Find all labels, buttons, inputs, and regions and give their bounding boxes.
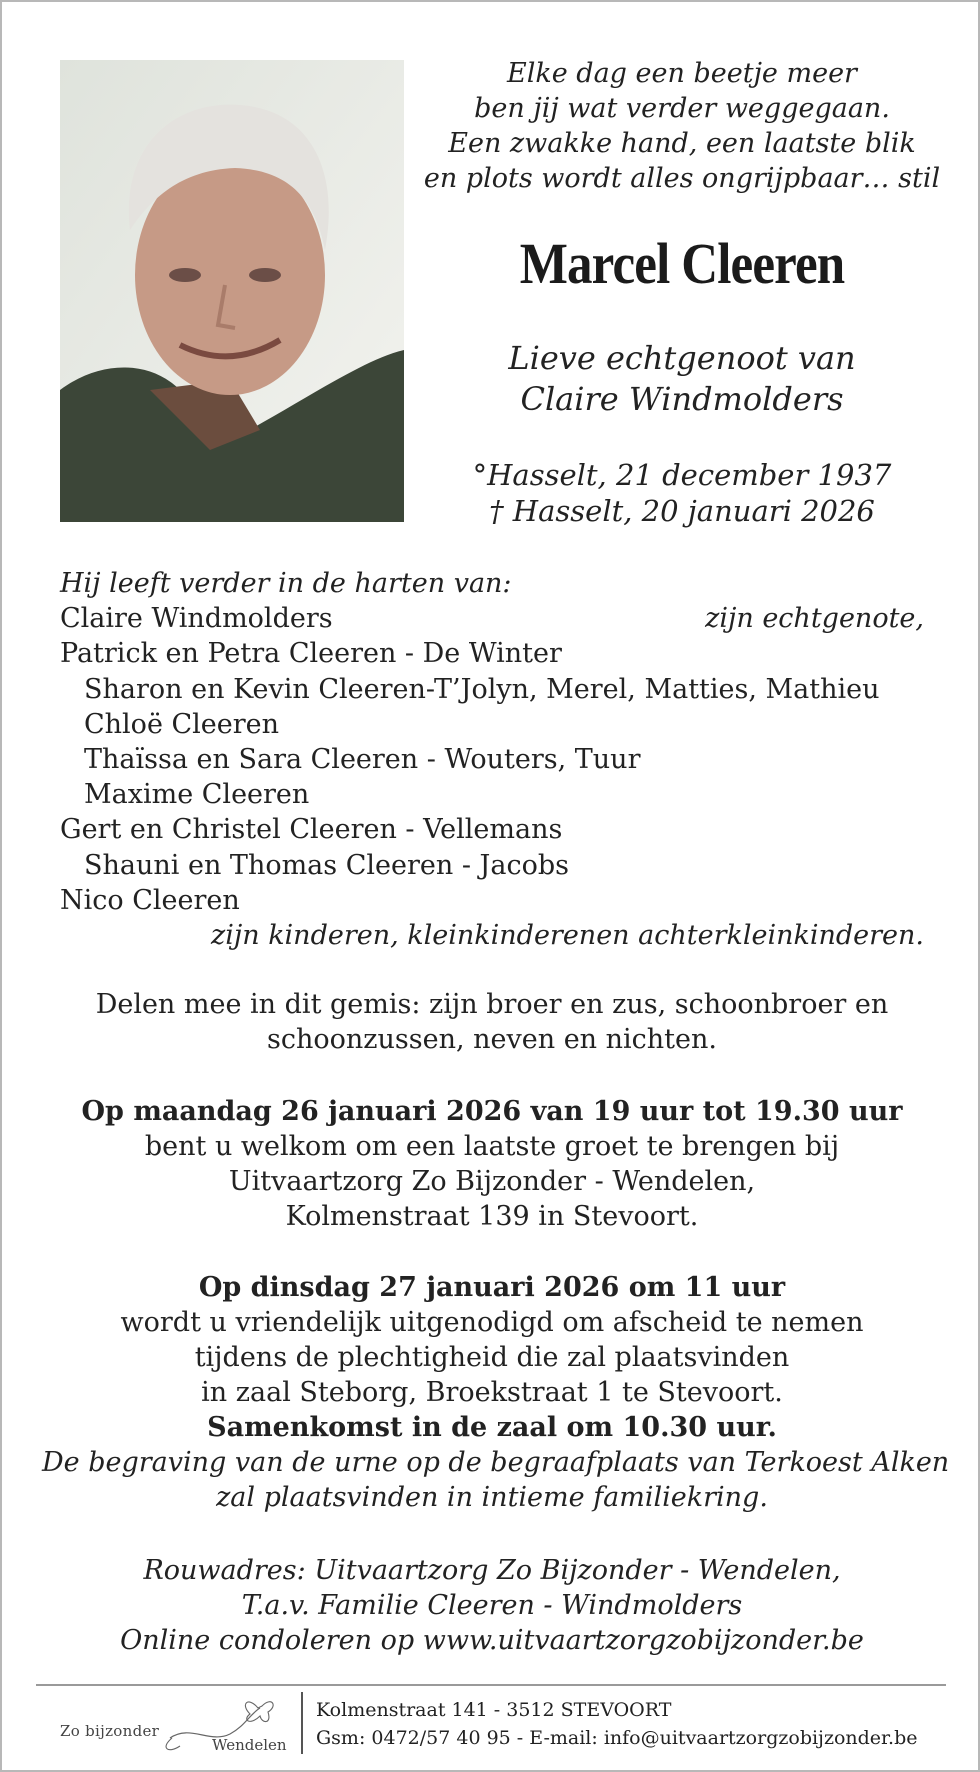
life-dates	[422, 457, 942, 529]
spouse-line: Claire Windmolders	[520, 380, 844, 418]
visitation-line: Kolmenstraat 139 in Stevoort.	[285, 1201, 699, 1232]
mourning-address	[42, 1553, 942, 1658]
portrait-photo	[60, 60, 404, 522]
ceremony-line: in zaal Steborg, Broekstraat 1 te Stevoort.	[201, 1377, 783, 1408]
ceremony-heading: Op dinsdag 27 januari 2026 om 11 uur	[198, 1272, 786, 1303]
deceased-name: Marcel Cleeren	[519, 231, 845, 296]
burial-line: zal plaatsvinden in intieme familiekring.	[216, 1482, 768, 1513]
share-line: schoonzussen, neven en nichten.	[267, 1024, 717, 1055]
family-intro: Hij leeft verder in de harten van:	[60, 568, 512, 599]
ceremony-line: tijdens de plechtigheid die zal plaatsvinden	[194, 1342, 790, 1373]
funeral-home-logo	[60, 1692, 290, 1762]
share-grief	[42, 987, 942, 1057]
poem-line: Elke dag een beetje meer	[507, 58, 857, 89]
family-member: Sharon en Kevin Cleeren-T’Jolyn, Merel, Matties, Mathieu	[84, 673, 880, 705]
logo-text: Wendelen	[212, 1736, 287, 1754]
family-spouse-row	[60, 601, 924, 636]
share-line: Delen mee in dit gemis: zijn broer en zus, schoonbroer en	[95, 989, 889, 1020]
address-line: Rouwadres: Uitvaartzorg Zo Bijzonder - Wendelen,	[143, 1555, 841, 1586]
family-member: Maxime Cleeren	[84, 779, 310, 811]
spouse-line: Lieve echtgenoot van	[508, 339, 856, 377]
poem-line: ben jij wat verder weggegaan.	[474, 93, 890, 124]
address-line: T.a.v. Familie Cleeren - Windmolders	[241, 1590, 743, 1621]
family-member: Gert en Christel Cleeren - Vellemans	[60, 814, 563, 846]
visitation-info	[42, 1094, 942, 1234]
visitation-line: Uitvaartzorg Zo Bijzonder - Wendelen,	[228, 1166, 756, 1197]
poem-line: Een zwakke hand, een laatste blik	[448, 128, 916, 159]
family-member: Patrick en Petra Cleeren - De Winter	[60, 638, 562, 670]
birth-date: °Hasselt, 21 december 1937	[472, 458, 892, 492]
visitation-heading: Op maandag 26 januari 2026 van 19 uur tot 19.30 uur	[81, 1096, 903, 1127]
footer-phone-email[interactable]: Gsm: 0472/57 40 95 - E-mail: info@uitvaartzorgzobijzonder.be	[316, 1727, 918, 1749]
poem	[422, 56, 942, 196]
condolence-link[interactable]: Online condoleren op www.uitvaartzorgzobijzonder.be	[120, 1625, 864, 1656]
poem-line: en plots wordt alles ongrijpbaar… stil	[423, 163, 941, 194]
family-spouse-role: zijn echtgenote,	[705, 603, 924, 635]
family-member: Thaïssa en Sara Cleeren - Wouters, Tuur	[84, 743, 641, 775]
footer-separator	[301, 1692, 303, 1754]
family-member: Nico Cleeren	[60, 884, 240, 916]
footer-divider	[36, 1684, 946, 1686]
gathering-note: Samenkomst in de zaal om 10.30 uur.	[207, 1412, 777, 1443]
burial-line: De begraving van de urne op de begraafplaats van Terkoest Alken	[42, 1447, 950, 1478]
footer-address: Kolmenstraat 141 - 3512 STEVOORT	[316, 1699, 672, 1721]
visitation-line: bent u welkom om een laatste groet te brengen bij	[144, 1131, 840, 1162]
spouse-of	[422, 338, 942, 420]
family-member: Shauni en Thomas Cleeren - Jacobs	[84, 849, 569, 881]
family-spouse-name: Claire Windmolders	[60, 603, 333, 635]
logo-text: Zo bijzonder	[60, 1722, 160, 1740]
family-list	[60, 566, 924, 953]
ceremony-info	[42, 1270, 950, 1515]
family-closing: zijn kinderen, kleinkinderenen achterkleinkinderen.	[210, 919, 924, 951]
family-member: Chloë Cleeren	[84, 708, 280, 740]
death-date: † Hasselt, 20 januari 2026	[489, 494, 875, 528]
footer-contact	[316, 1696, 917, 1752]
ceremony-line: wordt u vriendelijk uitgenodigd om afscheid te nemen	[120, 1307, 864, 1338]
